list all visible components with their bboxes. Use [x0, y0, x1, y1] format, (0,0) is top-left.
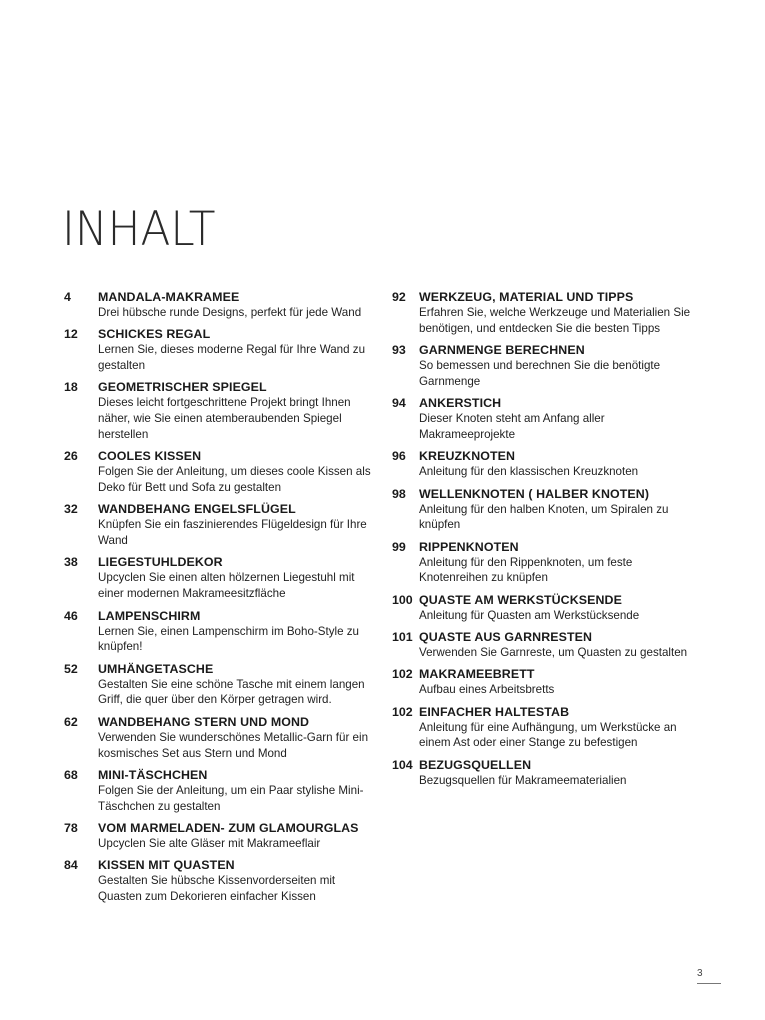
toc-heading: EINFACHER HALTESTAB — [419, 704, 570, 719]
toc-description: Gestalten Sie hübsche Kissenvorderseiten mit Quasten zum Dekorieren einfacher Kissen — [98, 874, 336, 904]
toc-page-number: 46 — [64, 608, 78, 623]
toc-heading: LAMPENSCHIRM — [98, 608, 201, 623]
toc-page-number: 100 — [392, 592, 413, 607]
toc-entry[interactable] — [392, 757, 702, 789]
toc-page-number: 101 — [392, 630, 413, 645]
toc-description: Anleitung für eine Aufhängung, um Werkstücke an einem Ast oder einer Stange zu befestigen — [419, 720, 677, 750]
toc-entry[interactable] — [392, 395, 702, 443]
toc-heading: ANKERSTICH — [419, 396, 502, 411]
toc-description: Anleitung für den klassischen Kreuzknoten — [419, 465, 639, 479]
toc-heading: LIEGESTUHLDEKOR — [98, 555, 223, 570]
toc-description: Upcyclen Sie alte Gläser mit Makrameeflair — [98, 836, 321, 850]
toc-entry[interactable] — [392, 342, 702, 390]
toc-page-number: 84 — [64, 858, 78, 873]
toc-page-number: 98 — [392, 486, 406, 501]
toc-entry[interactable] — [64, 501, 380, 549]
toc-heading: UMHÄNGETASCHE — [98, 661, 214, 676]
toc-page-number: 26 — [64, 449, 78, 464]
toc-heading: COOLES KISSEN — [98, 449, 202, 464]
toc-heading: QUASTE AUS GARNRESTEN — [419, 630, 593, 645]
toc-page-number: 92 — [392, 290, 406, 304]
toc-heading: RIPPENKNOTEN — [419, 539, 519, 554]
toc-page-number: 78 — [64, 820, 78, 835]
toc-description: Verwenden Sie Garnreste, um Quasten zu gestalten — [419, 646, 688, 660]
toc-description: Verwenden Sie wunderschönes Metallic-Garn für ein kosmisches Set aus Stern und Mond — [98, 730, 369, 760]
toc-heading: WELLENKNOTEN ( HALBER KNOTEN) — [419, 486, 650, 501]
toc-entry[interactable] — [64, 379, 380, 442]
toc-entry[interactable] — [392, 666, 702, 698]
page-title: INHALT — [62, 202, 216, 257]
toc-page-number: 18 — [64, 380, 78, 395]
toc-page-number: 12 — [64, 327, 78, 342]
toc-page-number: 62 — [64, 714, 78, 729]
toc-heading: WANDBEHANG ENGELSFLÜGEL — [98, 502, 296, 517]
toc-page-number: 104 — [392, 757, 413, 772]
toc-page-number: 102 — [392, 704, 413, 719]
toc-description: Bezugsquellen für Makrameematerialien — [419, 773, 627, 787]
toc-heading: KISSEN MIT QUASTEN — [98, 858, 235, 873]
page-number: 3 — [697, 968, 703, 979]
toc-heading: WERKZEUG, MATERIAL UND TIPPS — [419, 290, 634, 304]
toc-page-number: 96 — [392, 449, 406, 464]
toc-heading: GARNMENGE BERECHNEN — [419, 343, 585, 358]
toc-heading: MANDALA-MAKRAMEE — [98, 290, 240, 304]
toc-entry[interactable] — [392, 289, 702, 337]
toc-entry[interactable] — [64, 448, 380, 496]
toc-entry[interactable] — [64, 857, 380, 905]
toc-description: Erfahren Sie, welche Werkzeuge und Materialien Sie benötigen, und entdecken Sie die besten Tipps — [419, 306, 691, 335]
toc-heading: BEZUGSQUELLEN — [419, 757, 532, 772]
toc-column-left — [64, 289, 380, 910]
toc-description: Folgen Sie der Anleitung, um dieses coole Kissen als Deko für Bett und Sofa zu gestalten — [98, 465, 371, 495]
toc-page-number: 32 — [64, 502, 78, 517]
toc-page-number: 52 — [64, 661, 78, 676]
toc-description: Lernen Sie, dieses moderne Regal für Ihre Wand zu gestalten — [98, 343, 366, 373]
toc-page-number: 93 — [392, 343, 406, 358]
toc-entry[interactable] — [392, 486, 702, 534]
toc-description: Dieser Knoten steht am Anfang aller Makrameeprojekte — [419, 412, 605, 441]
toc-entry[interactable] — [64, 767, 380, 815]
toc-entry[interactable] — [64, 326, 380, 374]
toc-entry[interactable] — [64, 554, 380, 602]
toc-entry[interactable] — [392, 539, 702, 587]
toc-description: Anleitung für den halben Knoten, um Spiralen zu knüpfen — [419, 502, 669, 532]
toc-heading: MAKRAMEEBRETT — [419, 667, 535, 682]
toc-column-right — [392, 289, 702, 794]
toc-description: Knüpfen Sie ein faszinierendes Flügeldesign für Ihre Wand — [98, 518, 367, 548]
toc-page-number: 68 — [64, 767, 78, 782]
toc-description: Folgen Sie der Anleitung, um ein Paar stylishe Mini-Täschchen zu gestalten — [98, 783, 364, 813]
toc-page-number: 102 — [392, 667, 413, 682]
toc-entry[interactable] — [64, 608, 380, 656]
toc-page-number: 99 — [392, 539, 406, 554]
toc-heading: MINI-TÄSCHCHEN — [98, 767, 208, 782]
toc-entry[interactable] — [392, 629, 702, 661]
toc-entry[interactable] — [64, 820, 380, 852]
toc-page-number: 94 — [392, 396, 406, 411]
toc-page-number: 4 — [64, 290, 71, 304]
toc-description: Drei hübsche runde Designs, perfekt für jede Wand — [98, 306, 362, 319]
toc-entry[interactable] — [64, 714, 380, 762]
toc-page-number: 38 — [64, 555, 78, 570]
toc-description: Anleitung für Quasten am Werkstücksende — [419, 608, 640, 622]
toc-heading: KREUZKNOTEN — [419, 449, 516, 464]
toc-description: Aufbau eines Arbeitsbretts — [419, 683, 555, 697]
toc-entry[interactable] — [392, 448, 702, 480]
page-number-rule — [697, 983, 721, 984]
toc-description: Dieses leicht fortgeschrittene Projekt bringt Ihnen näher, wie Sie einen atemberaubenden Spiegel herstellen — [98, 396, 351, 441]
toc-heading: VOM MARMELADEN- ZUM GLAMOURGLAS — [98, 820, 359, 835]
toc-entry[interactable] — [64, 661, 380, 709]
toc-heading: SCHICKES REGAL — [98, 327, 211, 342]
toc-description: Anleitung für den Rippenknoten, um feste Knotenreihen zu knüpfen — [419, 555, 633, 585]
toc-description: Gestalten Sie eine schöne Tasche mit einem langen Griff, die quer über den Körper getragen wird. — [98, 677, 365, 707]
toc-description: Lernen Sie, einen Lampenschirm im Boho-Style zu knüpfen! — [98, 624, 359, 654]
toc-heading: WANDBEHANG STERN UND MOND — [98, 714, 310, 729]
toc-entry[interactable] — [392, 704, 702, 752]
toc-heading: QUASTE AM WERKSTÜCKSENDE — [419, 592, 622, 607]
toc-entry[interactable] — [392, 592, 702, 624]
toc-entry[interactable] — [64, 289, 380, 321]
toc-description: Upcyclen Sie einen alten hölzernen Liegestuhl mit einer modernen Makrameesitzfläche — [98, 571, 355, 601]
toc-description: So bemessen und berechnen Sie die benötigte Garnmenge — [419, 359, 661, 388]
toc-heading: GEOMETRISCHER SPIEGEL — [98, 380, 267, 395]
